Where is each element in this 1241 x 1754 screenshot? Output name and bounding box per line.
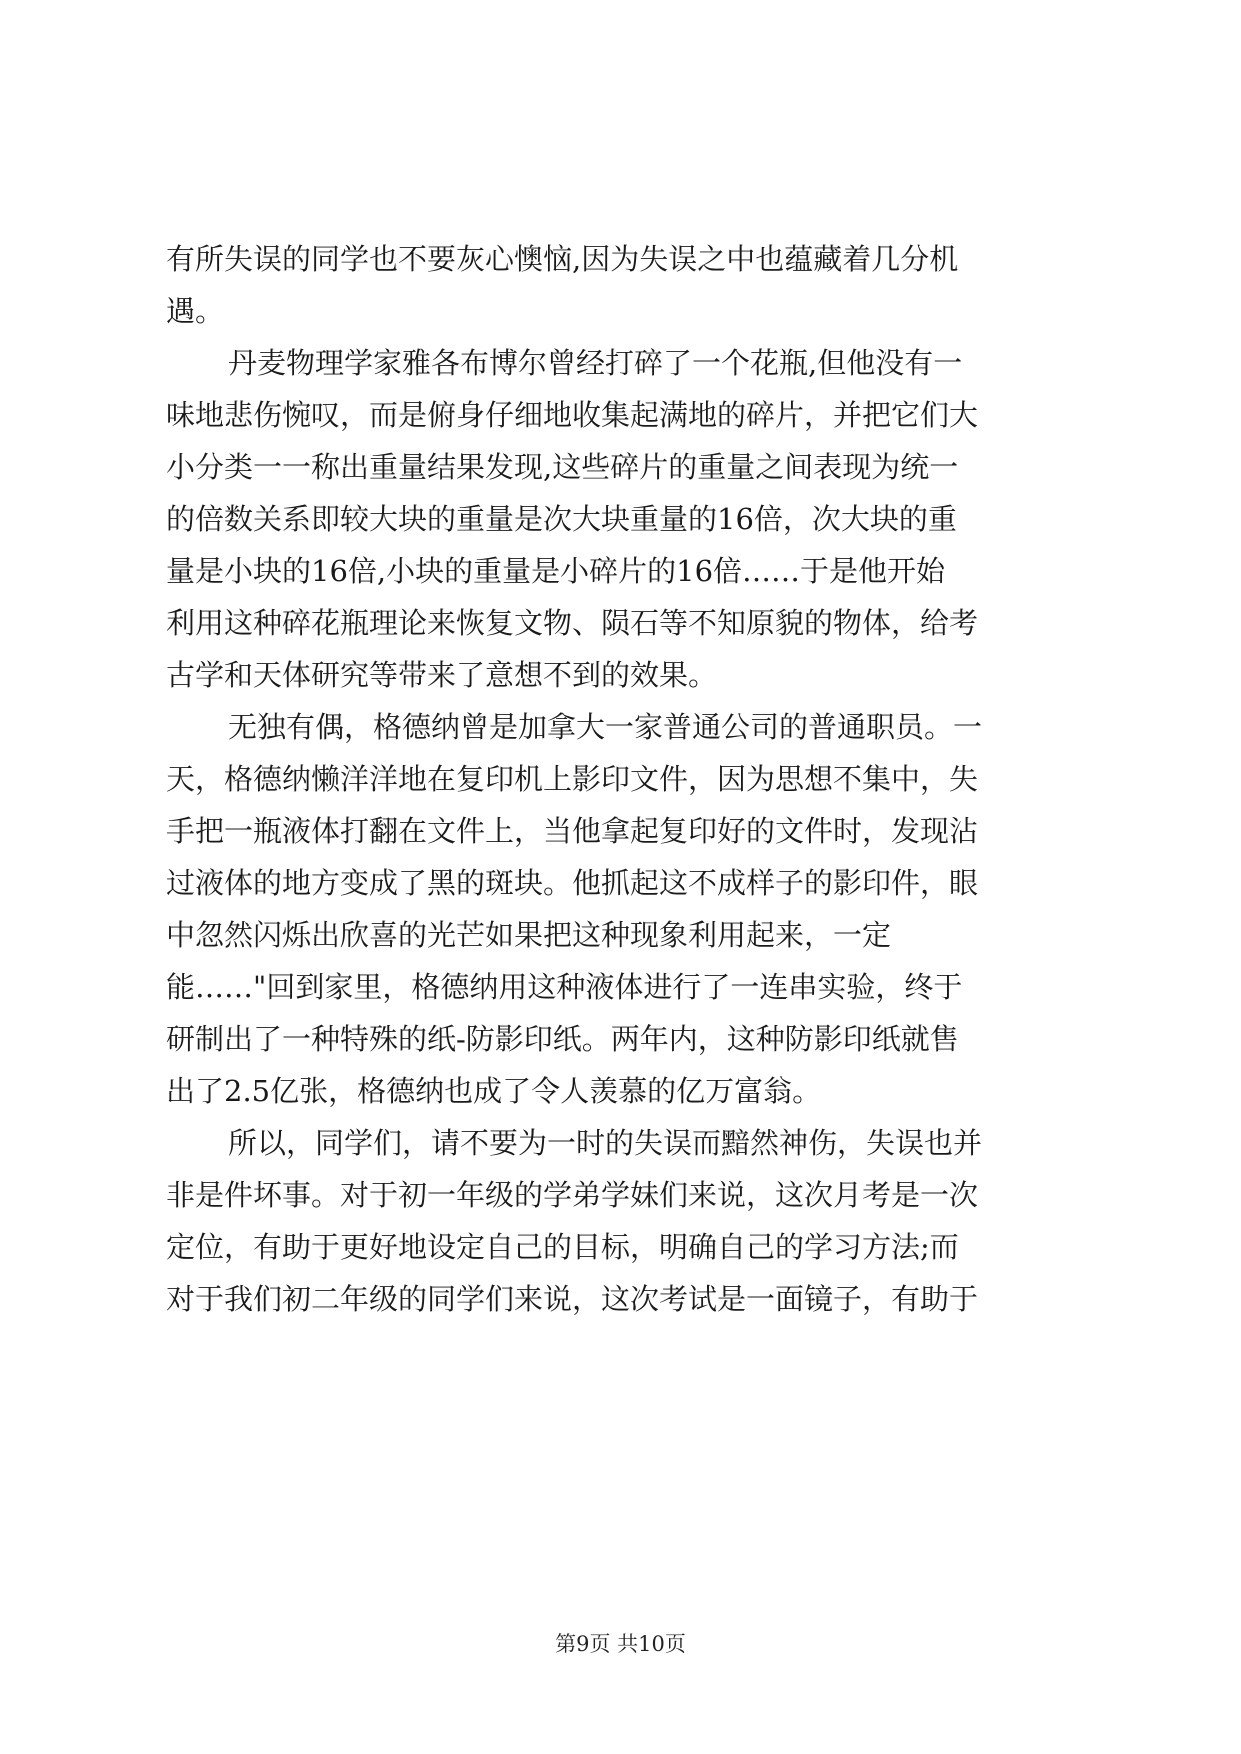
- text-line: 的倍数关系即较大块的重量是次大块重量的16倍，次大块的重: [166, 502, 957, 536]
- paragraph: [166, 233, 1081, 337]
- text-line: 味地悲伤惋叹，而是俯身仔细地收集起满地的碎片，并把它们大: [166, 398, 979, 432]
- text-line: 古学和天体研究等带来了意想不到的效果。: [166, 658, 718, 692]
- paragraph: [166, 701, 1081, 1117]
- text-line: 天，格德纳懒洋洋地在复印机上影印文件，因为思想不集中，失: [166, 762, 979, 796]
- page-number-footer: 第9页 共10页: [555, 1632, 686, 1656]
- text-line: 利用这种碎花瓶理论来恢复文物、陨石等不知原貌的物体，给考: [166, 606, 979, 640]
- paragraph: [166, 337, 1081, 701]
- text-line: 对于我们初二年级的同学们来说，这次考试是一面镜子，有助于: [166, 1282, 979, 1316]
- text-line: 出了2.5亿张，格德纳也成了令人羡慕的亿万富翁。: [166, 1074, 822, 1108]
- text-line: 中忽然闪烁出欣喜的光芒如果把这种现象利用起来，一定: [166, 918, 892, 952]
- text-line: 丹麦物理学家雅各布博尔曾经打碎了一个花瓶,但他没有一: [228, 346, 963, 380]
- text-line: 无独有偶，格德纳曾是加拿大一家普通公司的普通职员。一: [228, 710, 983, 744]
- text-line: 能……"回到家里，格德纳用这种液体进行了一连串实验，终于: [166, 970, 963, 1004]
- text-line: 研制出了一种特殊的纸-防影印纸。两年内，这种防影印纸就售: [166, 1022, 959, 1056]
- paragraph: [166, 1117, 1081, 1325]
- text-line: 遇。: [166, 294, 225, 328]
- document-body: [166, 233, 1081, 1325]
- text-line: 非是件坏事。对于初一年级的学弟学妹们来说，这次月考是一次: [166, 1178, 979, 1212]
- text-line: 有所失误的同学也不要灰心懊恼,因为失误之中也蕴藏着几分机: [166, 242, 959, 276]
- text-line: 量是小块的16倍,小块的重量是小碎片的16倍……于是他开始: [166, 554, 946, 588]
- text-line: 过液体的地方变成了黑的斑块。他抓起这不成样子的影印件，眼: [166, 866, 979, 900]
- text-line: 手把一瓶液体打翻在文件上，当他拿起复印好的文件时，发现沾: [166, 814, 979, 848]
- text-line: 小分类一一称出重量结果发现,这些碎片的重量之间表现为统一: [166, 450, 959, 484]
- text-line: 所以，同学们，请不要为一时的失误而黯然神伤，失误也并: [228, 1126, 983, 1160]
- text-line: 定位，有助于更好地设定自己的目标，明确自己的学习方法;而: [166, 1230, 959, 1264]
